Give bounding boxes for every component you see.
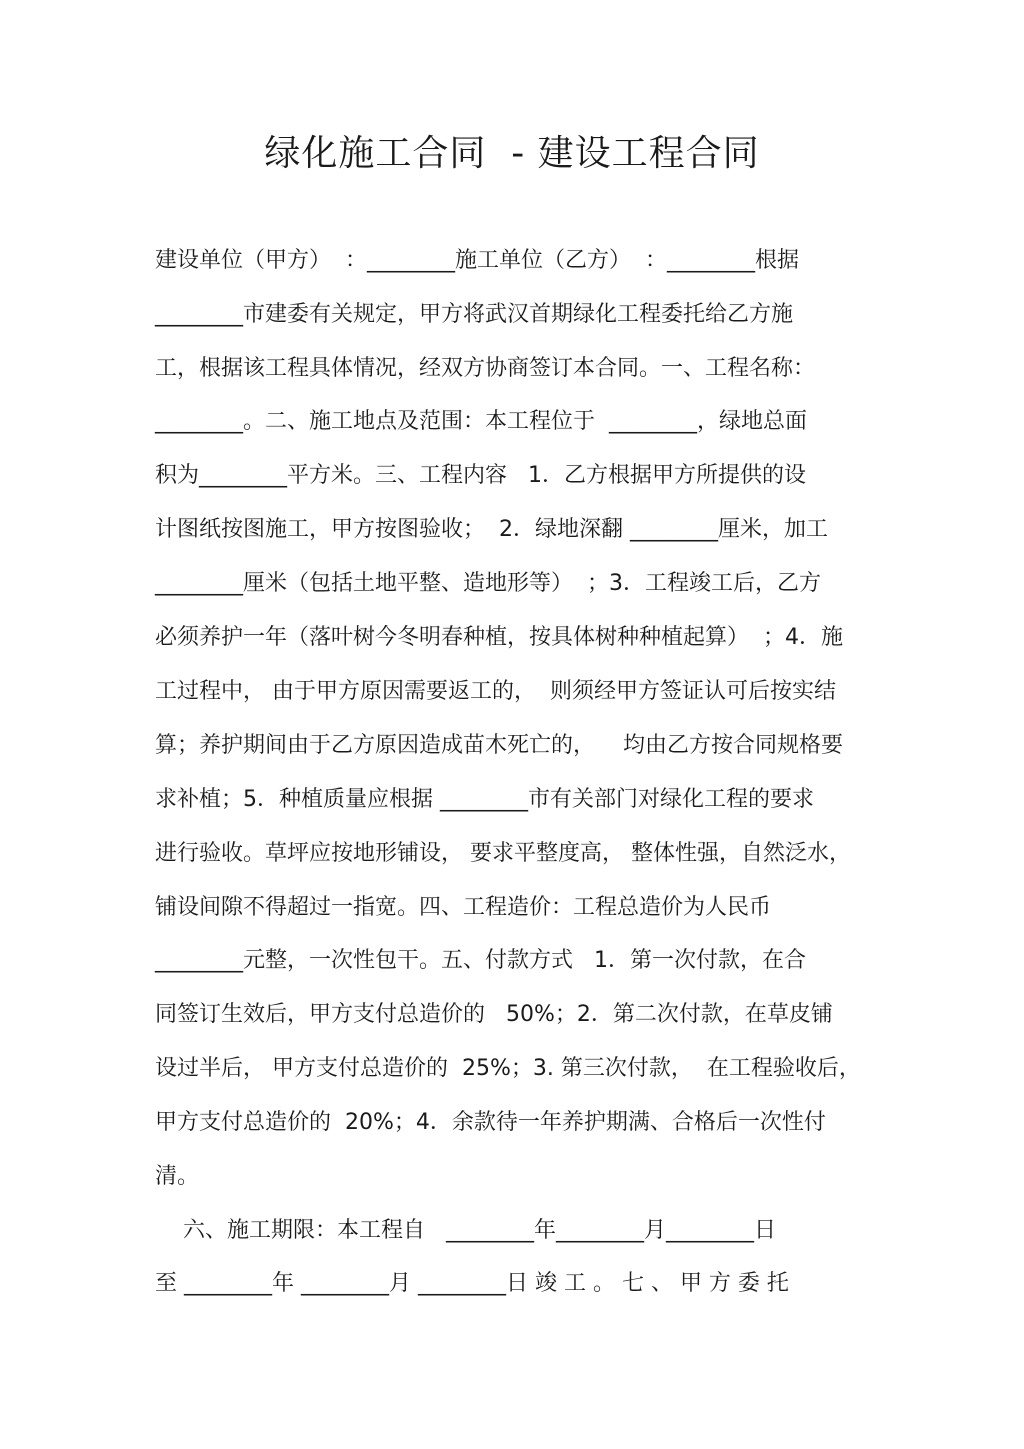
body-line: 工，根据该工程具体情况，经双方协商签订本合同。一、工程名称： (155, 356, 816, 381)
body-line: ________厘米（包括土地平整、造地形等） ；3．工程竣工后，乙方 (155, 571, 821, 596)
body-line: 六、施工期限：本工程自 ________年________月________日 (155, 1218, 776, 1243)
body-line: 至 ________年 ________月 ________日 竣 工 。 七 、 甲 方 委 托 (155, 1271, 789, 1296)
body-line: 工过程中， 由于甲方原因需要返工的， 则须经甲方签证认可后按实结 (155, 679, 836, 704)
body-line: 甲方支付总造价的 20%；4．余款待一年养护期满、合格后一次性付 (155, 1110, 826, 1135)
body-line: 算；养护期间由于乙方原因造成苗木死亡的， 均由乙方按合同规格要 (155, 733, 843, 758)
body-line: 设过半后， 甲方支付总造价的 25%；3. 第三次付款， 在工程验收后， (155, 1056, 861, 1081)
body-line: 同签订生效后，甲方支付总造价的 50%；2．第二次付款，在草皮铺 (155, 1002, 833, 1027)
body-line: ________市建委有关规定，甲方将武汉首期绿化工程委托给乙方施 (155, 302, 794, 327)
body-line: 计图纸按图施工，甲方按图验收； 2．绿地深翻 ________厘米，加工 (155, 517, 828, 542)
body-line: 求补植；5．种植质量应根据 ________市有关部门对绿化工程的要求 (155, 787, 814, 812)
body-line: 建设单位（甲方） ：________施工单位（乙方） ：________根据 (155, 248, 799, 273)
body-line: 积为________平方米。三、工程内容 1．乙方根据甲方所提供的设 (155, 463, 806, 488)
body-line: 铺设间隙不得超过一指宽。四、工程造价：工程总造价为人民币 (155, 895, 772, 920)
document-title: 绿化施工合同 - 建设工程合同 (264, 133, 760, 174)
body-line: 进行验收。草坪应按地形铺设， 要求平整度高， 整体性强，自然泛水， (155, 841, 851, 866)
body-line: 必须养护一年（落叶树今冬明春种植，按具体树种种植起算） ；4．施 (155, 625, 843, 650)
body-line: 清。 (155, 1164, 200, 1189)
body-line: ________元整，一次性包干。五、付款方式 1．第一次付款，在合 (155, 948, 806, 973)
body-line: ________。二、施工地点及范围：本工程位于 ________，绿地总面 (155, 409, 807, 434)
